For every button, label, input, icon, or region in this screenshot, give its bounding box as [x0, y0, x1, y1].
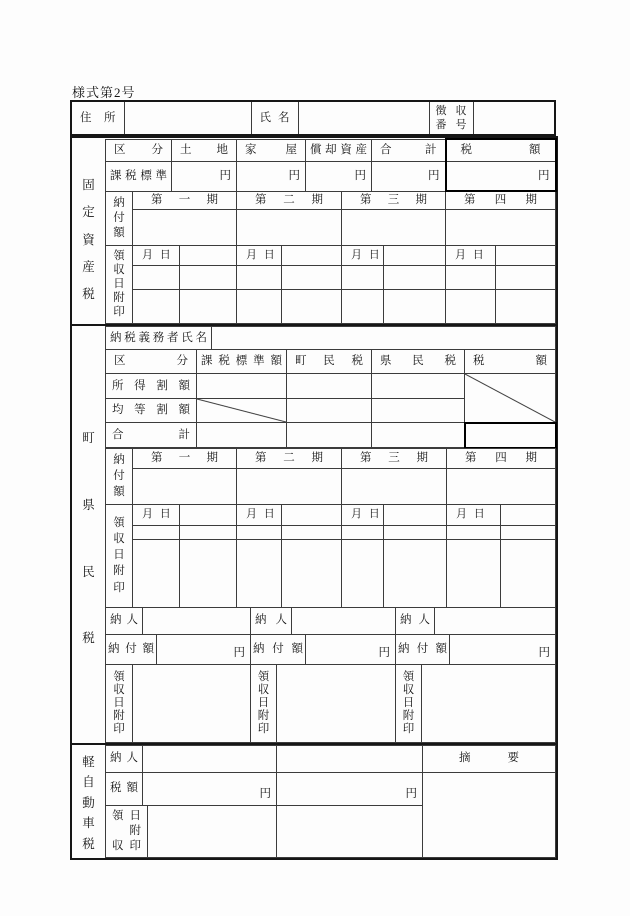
fat-receipt-4-stamp-cell-b: [496, 266, 556, 290]
rt-receipt-2-stamp-cell-b: [282, 525, 342, 539]
rt-receipt-4-stamp-cell-a: [447, 525, 501, 539]
rt-receipt-2-stamp-cell-d: [282, 539, 342, 607]
lvt-payer-label: 納 人: [106, 745, 143, 772]
lvt-tax-amount-value-cell-2: 円: [277, 772, 423, 805]
rt-taxpayer-name-label: 納 税 義 務 者 氏 名: [106, 327, 212, 350]
rt-receipt-1-stamp-cell-c: [133, 539, 180, 607]
diagonal-strike: [197, 399, 286, 422]
rt-period-2-header: 第 二 期: [237, 448, 342, 468]
rt-payer-receipt-3-label: 領 収 日 附 印: [396, 664, 422, 742]
lvt-payer-value-cell-1: [143, 745, 277, 772]
fat-receipt-4-date-cell: [496, 246, 556, 266]
rt-total-label: 合 計: [106, 423, 197, 448]
rt-payer-2-label: 納 人: [251, 607, 292, 634]
light-vehicle-tax-section: [72, 743, 556, 858]
fixed-asset-tax-table: [105, 138, 557, 324]
resident-tax-section-label: 町 県 民 税: [82, 431, 95, 646]
tax-form-body: [70, 136, 558, 860]
rt-payment-1-value-cell: 円: [157, 634, 251, 664]
fat-receipt-2-stamp-cell-d: [282, 290, 342, 324]
address-label: 住 所: [71, 101, 124, 135]
rt-payer-receipt-2-label: 領 収 日 附 印: [251, 664, 277, 742]
fat-receipt-1-stamp-cell-c: [133, 290, 180, 324]
rt-payment-2-label: 納 付 額: [251, 634, 306, 664]
rt-payment-3-label: 納 付 額: [396, 634, 450, 664]
rt-payment-amount-label: 納 付 額: [106, 448, 133, 504]
fat-receipt-1-stamp-cell-d: [180, 290, 237, 324]
rt-payer-receipt-2-stamp-cell: [277, 664, 396, 742]
fat-period-1-header: 第 一 期: [133, 191, 237, 210]
fat-receipt-2-stamp-cell-b: [282, 266, 342, 290]
rt-payment-2-value-cell: 円: [306, 634, 396, 664]
rt-receipt-1-month-day-label: 月 日: [133, 504, 180, 525]
fixed-asset-tax-section: [72, 138, 556, 324]
rt-receipt-3-stamp-cell-c: [342, 539, 384, 607]
fat-receipt-1-date-cell: [180, 246, 237, 266]
rt-income-prefecture-cell: [372, 374, 465, 399]
rt-period-4-header: 第 四 期: [447, 448, 556, 468]
header-table: [70, 100, 556, 136]
rt-equal-town-cell: [287, 399, 372, 423]
rt-payment-3-value-cell: 円: [450, 634, 556, 664]
fat-receipt-3-date-cell: [384, 246, 446, 266]
fat-period-4-header: 第 四 期: [446, 191, 556, 210]
lvt-payer-value-cell-2: [277, 745, 423, 772]
rt-receipt-1-stamp-cell-d: [180, 539, 237, 607]
collection-number-value-cell: [473, 101, 555, 135]
fat-tax-base-house-cell: 円: [237, 162, 306, 192]
rt-total-tax-base-cell: [197, 423, 287, 448]
rt-receipt-3-stamp-cell-a: [342, 525, 384, 539]
fat-period-3-header: 第 三 期: [342, 191, 446, 210]
fat-tax-amount-value-cell: 円: [446, 162, 556, 192]
fat-receipt-3-stamp-cell-b: [384, 266, 446, 290]
rt-payer-receipt-3-stamp-cell: [422, 664, 556, 742]
fat-period-1-payment-cell: [133, 210, 237, 246]
fat-house-header: 家 屋: [237, 139, 306, 162]
rt-receipt-4-date-cell: [501, 504, 556, 525]
fat-receipt-4-stamp-cell-c: [446, 290, 496, 324]
name-label: 氏 名: [251, 101, 298, 135]
rt-period-3-payment-cell: [342, 468, 447, 504]
fat-receipt-3-stamp-cell-d: [384, 290, 446, 324]
fat-receipt-4-stamp-cell-a: [446, 266, 496, 290]
rt-payer-3-value-cell: [435, 607, 556, 634]
rt-tax-amount-strikeout-cell: [465, 374, 556, 423]
rt-payment-1-label: 納 付 額: [106, 634, 157, 664]
fat-tax-base-depreciable-cell: 円: [306, 162, 372, 192]
rt-receipt-1-stamp-cell-b: [180, 525, 237, 539]
resident-tax-section: [72, 324, 556, 743]
light-vehicle-tax-section-label: 軽 自 動 車 税: [82, 754, 95, 851]
rt-receipt-4-month-day-label: 月 日: [447, 504, 501, 525]
fat-land-header: 土 地: [172, 139, 237, 162]
rt-receipt-2-stamp-cell-c: [237, 539, 282, 607]
fat-tax-base-label: 課 税 標 準: [106, 162, 172, 192]
rt-income-portion-label: 所 得 割 額: [106, 374, 197, 399]
rt-receipt-4-stamp-cell-d: [501, 539, 556, 607]
rt-tax-amount-header: 税 額: [465, 350, 556, 374]
rt-payer-2-value-cell: [292, 607, 396, 634]
rt-receipt-3-stamp-cell-b: [384, 525, 447, 539]
rt-receipt-3-month-day-label: 月 日: [342, 504, 384, 525]
resident-tax-payment-table: [105, 448, 556, 608]
fat-tax-base-land-cell: 円: [172, 162, 237, 192]
rt-payer-receipt-1-stamp-cell: [133, 664, 251, 742]
rt-payer-1-value-cell: [143, 607, 251, 634]
rt-prefecture-tax-header: 県 民 税: [372, 350, 465, 374]
fat-receipt-2-stamp-cell-a: [237, 266, 282, 290]
rt-category-header: 区 分: [106, 350, 197, 374]
fat-receipt-1-stamp-cell-b: [180, 266, 237, 290]
rt-period-3-header: 第 三 期: [342, 448, 447, 468]
rt-receipt-4-stamp-cell-b: [501, 525, 556, 539]
fat-receipt-1-month-day-label: 月 日: [133, 246, 180, 266]
fat-depreciable-assets-header: 償 却 資 産: [306, 139, 372, 162]
fat-receipt-2-month-day-label: 月 日: [237, 246, 282, 266]
rt-taxpayer-name-value-cell: [212, 327, 556, 350]
fat-receipt-3-stamp-cell-c: [342, 290, 384, 324]
rt-equal-prefecture-cell: [372, 399, 465, 423]
fixed-asset-tax-section-label: 固 定 資 産 税: [82, 178, 95, 301]
fat-period-3-payment-cell: [342, 210, 446, 246]
rt-period-1-payment-cell: [133, 468, 237, 504]
rt-receipt-1-date-cell: [180, 504, 237, 525]
diagonal-strike: [465, 374, 555, 422]
lvt-receipt-stamp-label-col2: 日 附 印: [129, 809, 141, 852]
rt-payer-receipt-1-label: 領 収 日 附 印: [106, 664, 133, 742]
rt-income-tax-base-cell: [197, 374, 287, 399]
resident-tax-upper-table: [105, 326, 557, 449]
rt-income-town-cell: [287, 374, 372, 399]
rt-total-town-cell: [287, 423, 372, 448]
light-vehicle-tax-table: [105, 745, 556, 858]
fat-receipt-3-month-day-label: 月 日: [342, 246, 384, 266]
rt-town-tax-header: 町 民 税: [287, 350, 372, 374]
rt-period-4-payment-cell: [447, 468, 556, 504]
rt-receipt-2-stamp-cell-a: [237, 525, 282, 539]
rt-receipt-2-date-cell: [282, 504, 342, 525]
rt-receipt-4-stamp-cell-c: [447, 539, 501, 607]
fat-total-header: 合 計: [372, 139, 446, 162]
fat-period-2-header: 第 二 期: [237, 191, 342, 210]
lvt-tax-amount-label: 税 額: [106, 772, 143, 805]
rt-tax-base-header: 課 税 標 準 額: [197, 350, 287, 374]
rt-receipt-2-month-day-label: 月 日: [237, 504, 282, 525]
rt-receipt-stamp-label: 領 収 日 附 印: [106, 504, 133, 607]
lvt-remarks-value-cell: [423, 772, 556, 857]
fat-receipt-1-stamp-cell-a: [133, 266, 180, 290]
fat-tax-amount-header: 税 額: [446, 139, 556, 162]
fat-receipt-4-month-day-label: 月 日: [446, 246, 496, 266]
resident-tax-payer-table: [105, 607, 556, 743]
rt-receipt-3-date-cell: [384, 504, 447, 525]
rt-payer-3-label: 納 人: [396, 607, 435, 634]
collection-number-label: 徴 収 番 号: [429, 101, 473, 135]
fat-category-header: 区 分: [106, 139, 172, 162]
rt-receipt-1-stamp-cell-a: [133, 525, 180, 539]
lvt-receipt-stamp-label-col1: 領 収: [112, 809, 124, 852]
name-value-cell: [298, 101, 429, 135]
fat-receipt-2-stamp-cell-c: [237, 290, 282, 324]
lvt-remarks-header: 摘 要: [423, 745, 556, 772]
rt-period-2-payment-cell: [237, 468, 342, 504]
fat-period-4-payment-cell: [446, 210, 556, 246]
fat-receipt-3-stamp-cell-a: [342, 266, 384, 290]
rt-equal-portion-label: 均 等 割 額: [106, 399, 197, 423]
rt-receipt-3-stamp-cell-d: [384, 539, 447, 607]
address-value-cell: [124, 101, 251, 135]
fat-receipt-2-date-cell: [282, 246, 342, 266]
rt-payer-1-label: 納 人: [106, 607, 143, 634]
lvt-receipt-stamp-cell-2: [277, 805, 423, 857]
lvt-tax-amount-value-cell-1: 円: [143, 772, 277, 805]
rt-total-tax-amount-cell: [465, 423, 556, 448]
fat-period-2-payment-cell: [237, 210, 342, 246]
fat-payment-amount-label: 納 付 額: [106, 191, 133, 246]
fat-tax-base-total-cell: 円: [372, 162, 446, 192]
fat-receipt-stamp-label: 領 収 日 附 印: [106, 246, 133, 324]
form-number-title: 様式第2号: [72, 85, 136, 100]
lvt-receipt-stamp-label: [106, 805, 148, 857]
rt-total-prefecture-cell: [372, 423, 465, 448]
rt-equal-tax-base-strikeout-cell: [197, 399, 287, 423]
lvt-receipt-stamp-cell-1: [148, 805, 277, 857]
rt-period-1-header: 第 一 期: [133, 448, 237, 468]
fat-receipt-4-stamp-cell-d: [496, 290, 556, 324]
